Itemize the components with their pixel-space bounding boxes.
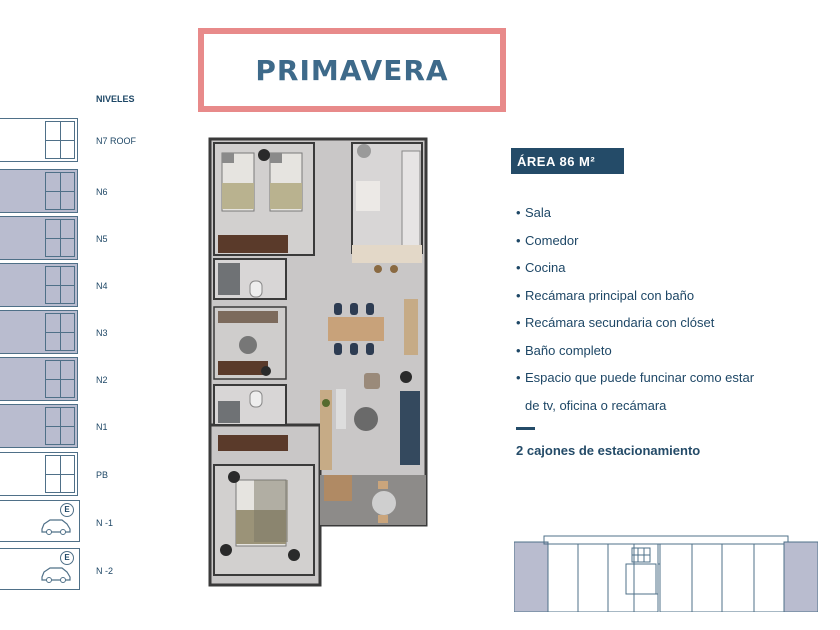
feature-item (516, 204, 754, 232)
level-label: N5 (96, 234, 108, 244)
level-label: N6 (96, 187, 108, 197)
feature-text: Espacio que puede funcinar como estar (525, 370, 755, 385)
feature-text: Baño completo (525, 342, 612, 358)
level-window-grid (45, 219, 75, 257)
level-box (0, 118, 78, 162)
level-label: N -1 (96, 518, 114, 528)
bullet-icon: • (516, 315, 521, 330)
bullet-icon: • (516, 342, 521, 358)
feature-text: Recámara secundaria con clóset (525, 315, 715, 330)
bullet-icon: • (516, 370, 521, 385)
level-window-grid (45, 360, 75, 398)
level-label: PB (96, 470, 109, 480)
feature-text: Cocina (525, 260, 566, 275)
parking-e-icon: E (60, 551, 74, 565)
feature-item (516, 342, 754, 370)
level-label: N4 (96, 281, 108, 291)
levels-heading: NIVELES (96, 94, 135, 104)
level-label: N2 (96, 375, 108, 385)
parking-level-box (0, 548, 80, 590)
bullet-icon: • (516, 260, 521, 275)
level-box (0, 452, 78, 496)
feature-text: Recámara principal con baño (525, 287, 695, 303)
feature-item (516, 397, 754, 425)
title-banner (198, 28, 506, 112)
feature-item (516, 314, 754, 342)
bullet-icon: • (516, 287, 521, 303)
feature-text: Comedor (525, 232, 579, 248)
features-list (516, 204, 754, 424)
level-window-grid (45, 407, 75, 445)
parking-e-icon: E (60, 503, 74, 517)
parking-level-box (0, 500, 80, 542)
level-box (0, 263, 78, 307)
car-icon (40, 565, 72, 583)
bullet-icon: • (516, 232, 521, 248)
car-icon (40, 517, 72, 535)
level-label: N7 ROOF (96, 136, 137, 146)
level-window-grid (45, 455, 75, 493)
level-label: N1 (96, 422, 108, 432)
divider (516, 427, 535, 430)
bullet-icon: • (516, 205, 521, 220)
parking-info: 2 cajones de estacionamiento (516, 443, 701, 458)
level-window-grid (45, 172, 75, 210)
level-box (0, 169, 78, 213)
building-elevation-illustration (514, 534, 818, 612)
feature-text: de tv, oficina o recámara (525, 397, 667, 413)
feature-item (516, 287, 754, 315)
feature-item (516, 369, 754, 397)
level-box (0, 310, 78, 354)
level-label: N -2 (96, 566, 114, 576)
feature-item (516, 232, 754, 260)
level-window-grid (45, 313, 75, 351)
area-badge: ÁREA 86 M² (511, 148, 624, 174)
page-title: PRIMAVERA (255, 53, 449, 87)
level-label: N3 (96, 328, 108, 338)
level-box (0, 357, 78, 401)
level-box (0, 216, 78, 260)
feature-text: Sala (525, 205, 552, 220)
level-window-grid (45, 266, 75, 304)
level-window-grid (45, 121, 75, 159)
floor-plan-illustration (206, 135, 430, 600)
level-box (0, 404, 78, 448)
feature-item (516, 259, 754, 287)
